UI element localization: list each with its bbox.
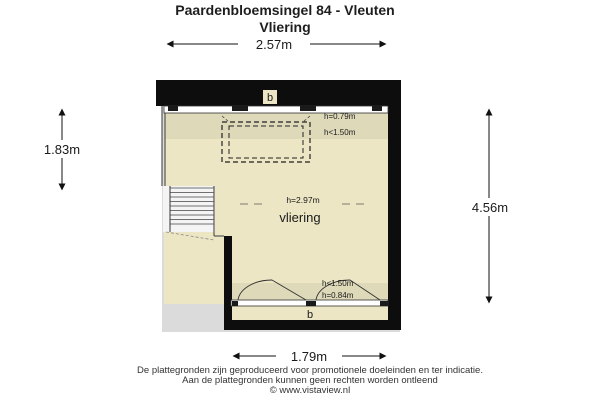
lower-height-label-2: h=0.84m xyxy=(322,291,354,300)
dim-top-width: 2.57m xyxy=(255,37,293,52)
floor-name: Vliering xyxy=(259,19,311,35)
disclaimer-line-1: De plattegronden zijn geproduceerd voor promotionele doeleinden en ter indicatie. xyxy=(137,365,483,376)
page-title: Paardenbloemsingel 84 - Vleuten xyxy=(175,2,395,18)
storage-bottom-label: b xyxy=(306,309,314,321)
dim-left-height: 1.83m xyxy=(43,142,81,157)
upper-height-label-1: h=0.79m xyxy=(324,112,356,121)
room-height: h=2.97m xyxy=(286,195,320,205)
dim-right-height: 4.56m xyxy=(471,200,509,215)
dim-bottom-width: 1.79m xyxy=(290,349,328,364)
disclaimer xyxy=(0,366,600,396)
lower-height-label-1: h<1.50m xyxy=(322,279,354,288)
upper-height-label-2: h<1.50m xyxy=(324,128,356,137)
copyright: © www.vistaview.nl xyxy=(269,385,351,396)
disclaimer-line-2: Aan de plattegronden kunnen geen rechten worden ontleend xyxy=(182,375,438,386)
room-name: vliering xyxy=(279,210,321,225)
storage-top-label: b xyxy=(266,92,274,104)
